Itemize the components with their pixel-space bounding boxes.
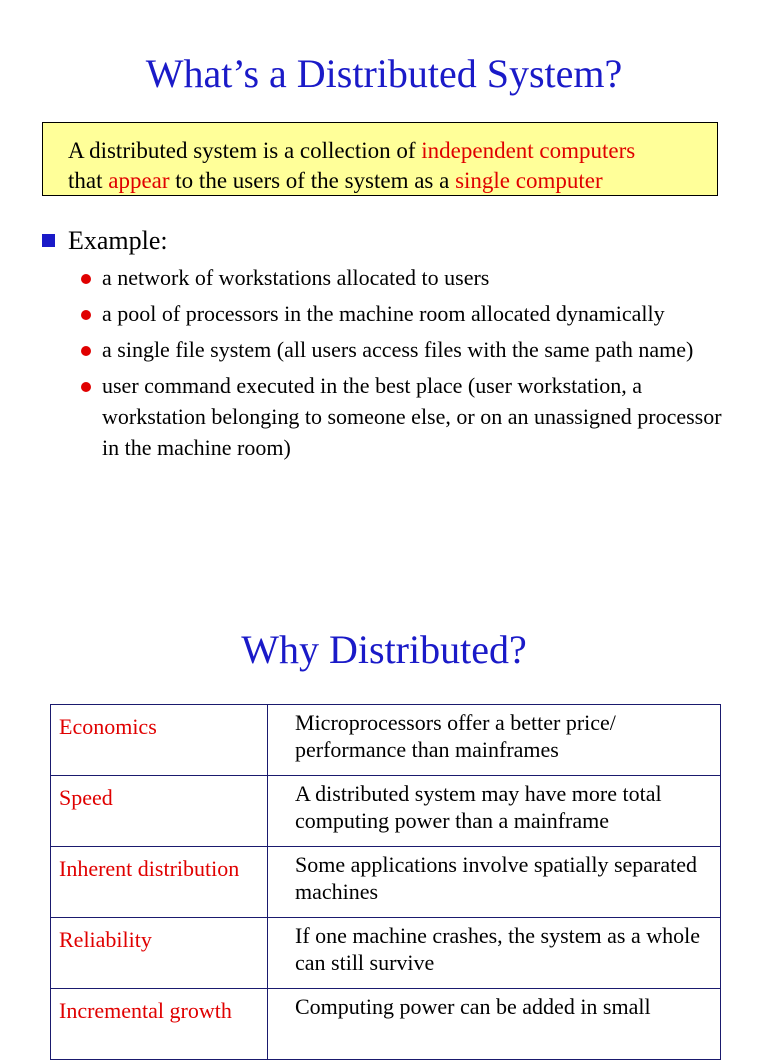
definition-line-2 (68, 166, 717, 196)
example-heading-colon: : (160, 226, 168, 255)
round-bullet-icon (81, 310, 91, 320)
definition-highlight-appear: appear (108, 168, 170, 193)
round-bullet-icon (81, 346, 91, 356)
example-heading (42, 224, 742, 258)
definition-text: A distributed system is a collection of (68, 138, 422, 163)
table-row (51, 705, 721, 776)
table-cell-term: Economics (51, 705, 268, 776)
page-title-why-distributed: Why Distributed? (241, 627, 527, 672)
definition-highlight-independent-computers: independent computers (421, 138, 636, 163)
table-cell-desc: Computing power can be added in small (268, 989, 721, 1060)
definition-text: that (68, 168, 109, 193)
list-item-text: a single file system (all users access files with the same path name) (102, 337, 694, 362)
table-cell-desc: Microprocessors offer a better price/ performance than mainframes (268, 705, 721, 776)
table-cell-desc: Some applications involve spatially separated machines (268, 847, 721, 918)
square-bullet-icon (42, 234, 55, 247)
table-cell-term: Incremental growth (51, 989, 268, 1060)
table-cell-term: Speed (51, 776, 268, 847)
definition-text: to the users of the system as a (169, 168, 456, 193)
table-row (51, 989, 721, 1060)
page-title-distributed-system: What’s a Distributed System? (145, 51, 623, 96)
list-item (42, 262, 722, 293)
table-cell-term: Inherent distribution (51, 847, 268, 918)
table-cell-term: Reliability (51, 918, 268, 989)
list-item-text: a network of workstations allocated to users (102, 265, 490, 290)
table-row (51, 776, 721, 847)
reasons-table (50, 704, 721, 1060)
list-item (42, 298, 722, 329)
list-item-text: a pool of processors in the machine room allocated dynamically (102, 301, 665, 326)
definition-highlight-single-computer: single computer (455, 168, 603, 193)
round-bullet-icon (81, 274, 91, 284)
table-cell-desc: If one machine crashes, the system as a whole can still survive (268, 918, 721, 989)
list-item (42, 334, 722, 365)
list-item (42, 370, 722, 463)
round-bullet-icon (81, 382, 91, 392)
example-list (42, 262, 742, 463)
table-cell-desc: A distributed system may have more total computing power than a mainframe (268, 776, 721, 847)
table-row (51, 918, 721, 989)
table-row (51, 847, 721, 918)
example-heading-text: Example (68, 226, 161, 255)
list-item-text: user command executed in the best place (user workstation, a workstation belonging to someone else, or on an unassigned processor in the machine room) (102, 373, 722, 460)
definition-box (42, 122, 718, 196)
example-section (42, 224, 742, 468)
definition-line-1 (68, 136, 717, 166)
